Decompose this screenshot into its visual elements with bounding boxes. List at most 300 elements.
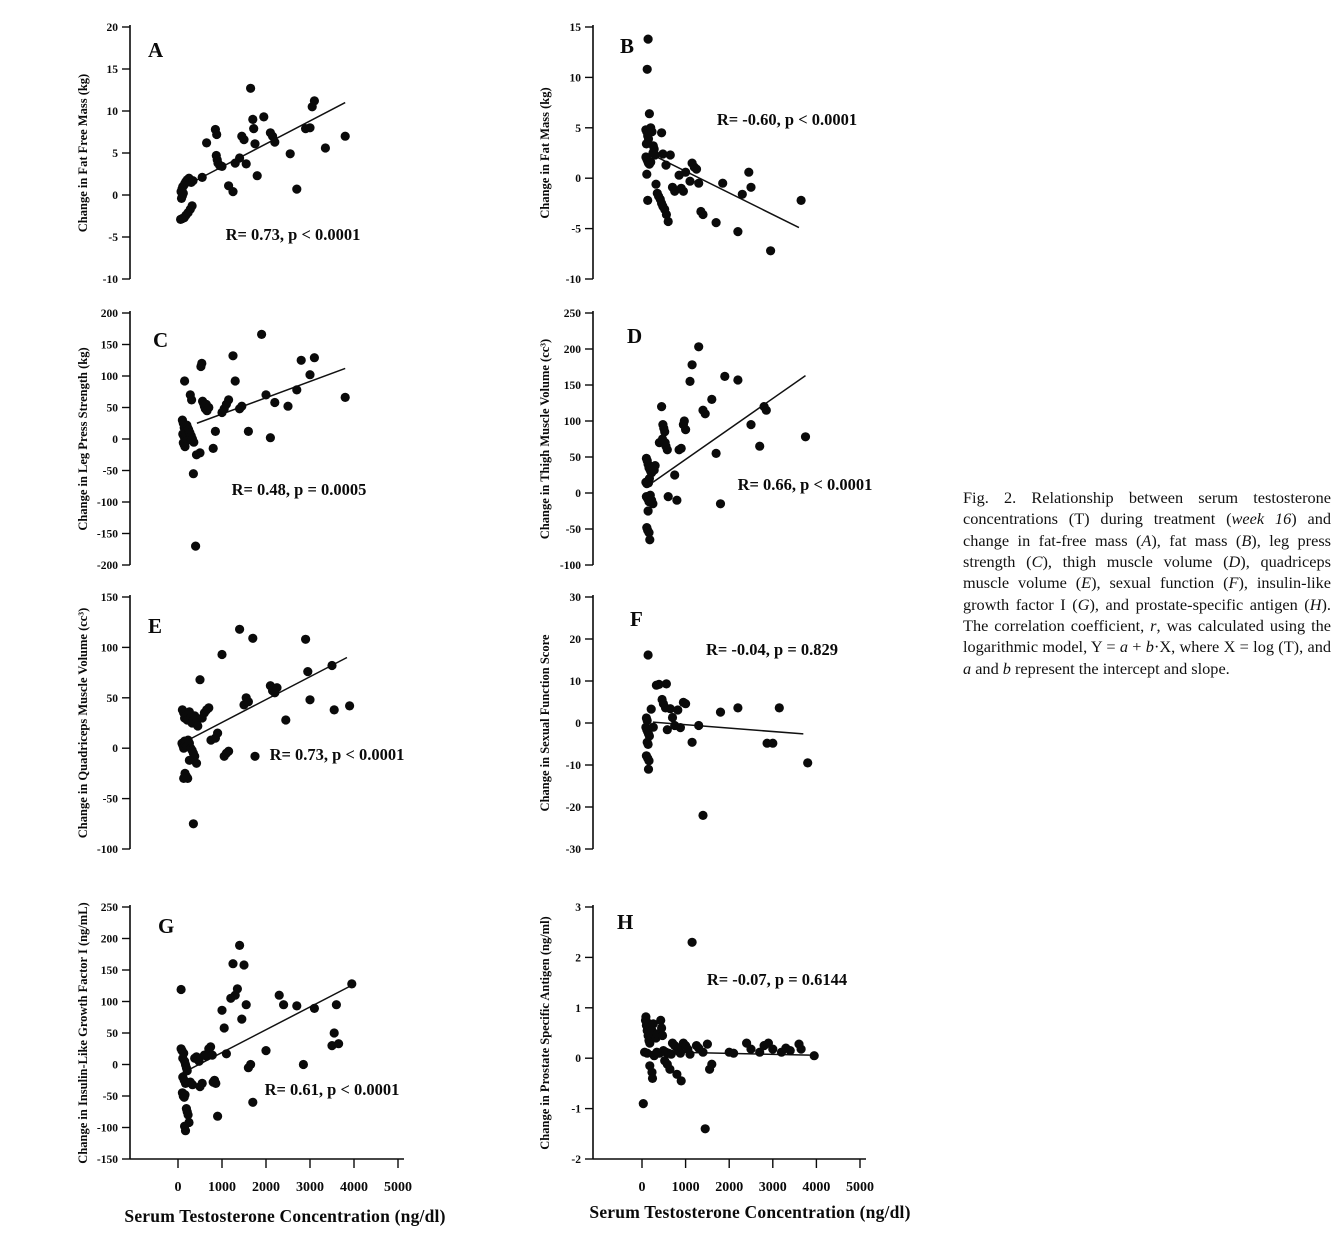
scatter-point bbox=[220, 1023, 229, 1032]
y-tick-label: 0 bbox=[575, 173, 581, 186]
scatter-point bbox=[642, 170, 651, 179]
scatter-point bbox=[235, 625, 244, 634]
correlation-annotation: R= 0.48, p = 0.0005 bbox=[231, 480, 367, 499]
scatter-point bbox=[237, 1015, 246, 1024]
y-tick-label: 15 bbox=[106, 64, 118, 76]
scatter-point bbox=[189, 438, 198, 447]
y-tick-label: -100 bbox=[96, 1122, 118, 1135]
scatter-plot-a bbox=[35, 13, 485, 293]
scatter-point bbox=[213, 729, 222, 738]
scatter-point bbox=[649, 723, 658, 732]
x-tick-label: 0 bbox=[174, 1180, 182, 1195]
scatter-point bbox=[224, 747, 233, 756]
y-tick-label: 20 bbox=[106, 22, 118, 34]
y-tick-label: -5 bbox=[571, 223, 581, 236]
scatter-panel-c bbox=[35, 299, 485, 579]
caption-italic-run: b bbox=[1002, 658, 1011, 678]
scatter-point bbox=[330, 1028, 339, 1037]
scatter-point bbox=[694, 721, 703, 730]
scatter-point bbox=[803, 758, 812, 767]
scatter-point bbox=[193, 721, 202, 730]
scatter-point bbox=[692, 165, 701, 174]
scatter-point bbox=[673, 705, 682, 714]
y-tick-label: 250 bbox=[100, 902, 118, 914]
y-tick-label: 0 bbox=[112, 190, 118, 202]
y-tick-label: 150 bbox=[100, 339, 118, 352]
scatter-point bbox=[246, 84, 255, 93]
x-tick-label: 4000 bbox=[340, 1180, 368, 1195]
y-tick-label: 3 bbox=[575, 902, 581, 914]
trend-line bbox=[653, 376, 806, 483]
y-tick-label: -150 bbox=[96, 1154, 118, 1166]
scatter-point bbox=[647, 127, 656, 136]
scatter-point bbox=[698, 811, 707, 820]
scatter-point bbox=[270, 138, 279, 147]
y-axis-label: Change in Insulin-Like Growth Factor I (ng/mL) bbox=[76, 902, 90, 1164]
caption-italic-run: G bbox=[1077, 594, 1090, 614]
scatter-point bbox=[292, 185, 301, 194]
correlation-annotation: R= -0.04, p = 0.829 bbox=[705, 640, 839, 659]
scatter-point bbox=[712, 449, 721, 458]
scatter-point bbox=[248, 1098, 257, 1107]
scatter-point bbox=[180, 376, 189, 385]
correlation-annotation: R= -0.60, p < 0.0001 bbox=[716, 110, 858, 129]
scatter-point bbox=[281, 715, 290, 724]
scatter-point bbox=[720, 372, 729, 381]
scatter-point bbox=[643, 65, 652, 74]
y-tick-label: 2 bbox=[575, 952, 581, 965]
scatter-point bbox=[228, 187, 237, 196]
caption-italic-run: F bbox=[1228, 573, 1239, 593]
caption-italic-run: C bbox=[1031, 552, 1043, 572]
scatter-point bbox=[202, 138, 211, 147]
y-tick-label: 1 bbox=[575, 1002, 581, 1015]
y-axis-label: Change in Fat Mass (kg) bbox=[538, 87, 552, 219]
scatter-point bbox=[644, 506, 653, 515]
y-tick-label: 150 bbox=[100, 592, 118, 604]
y-tick-label: 50 bbox=[106, 402, 118, 415]
scatter-point bbox=[250, 139, 259, 148]
scatter-point bbox=[651, 150, 660, 159]
scatter-point bbox=[198, 1079, 207, 1088]
y-tick-label: 50 bbox=[569, 452, 581, 464]
caption-italic-run: week 16 bbox=[1231, 509, 1292, 529]
scatter-point bbox=[644, 765, 653, 774]
scatter-point bbox=[222, 1049, 231, 1058]
y-tick-label: -150 bbox=[96, 528, 118, 541]
scatter-point bbox=[762, 406, 771, 415]
caption-italic-run: r bbox=[1150, 616, 1157, 636]
x-tick-label: 3000 bbox=[296, 1180, 324, 1195]
y-tick-label: 200 bbox=[100, 308, 118, 320]
caption-italic-run: a bbox=[1119, 637, 1128, 657]
y-tick-label: -50 bbox=[565, 524, 581, 536]
caption-text-run: ), thigh muscle volume ( bbox=[1042, 552, 1229, 572]
correlation-annotation: R= 0.73, p < 0.0001 bbox=[269, 745, 405, 764]
scatter-point bbox=[237, 402, 246, 411]
scatter-point bbox=[744, 168, 753, 177]
scatter-point bbox=[242, 159, 251, 168]
scatter-point bbox=[259, 112, 268, 121]
scatter-point bbox=[185, 756, 194, 765]
scatter-point bbox=[707, 395, 716, 404]
y-tick-label: 0 bbox=[575, 488, 581, 500]
scatter-point bbox=[261, 390, 270, 399]
y-tick-label: -50 bbox=[102, 793, 118, 806]
scatter-point bbox=[217, 650, 226, 659]
scatter-point bbox=[188, 176, 197, 185]
y-axis-label: Change in Thigh Muscle Volume (cc³) bbox=[538, 338, 552, 540]
scatter-point bbox=[330, 705, 339, 714]
y-tick-label: 150 bbox=[563, 380, 581, 392]
y-axis-label: Change in Prostate Specific Antigen (ng/ml) bbox=[538, 916, 552, 1150]
scatter-point bbox=[685, 377, 694, 386]
scatter-point bbox=[179, 1049, 188, 1058]
x-tick-label: 2000 bbox=[715, 1180, 744, 1195]
scatter-point bbox=[681, 699, 690, 708]
correlation-annotation: R= 0.66, p < 0.0001 bbox=[737, 475, 873, 494]
y-tick-label: -100 bbox=[559, 560, 581, 572]
scatter-point bbox=[217, 1006, 226, 1015]
y-tick-label: 5 bbox=[575, 122, 581, 135]
scatter-point bbox=[746, 1045, 755, 1054]
scatter-point bbox=[305, 370, 314, 379]
scatter-plot-d bbox=[535, 299, 985, 579]
scatter-point bbox=[810, 1051, 819, 1060]
scatter-point bbox=[228, 351, 237, 360]
y-axis-label: Change in Quadriceps Muscle Volume (cc³) bbox=[76, 607, 90, 839]
scatter-point bbox=[327, 661, 336, 670]
scatter-point bbox=[688, 738, 697, 747]
scatter-panel-g bbox=[35, 893, 485, 1225]
scatter-point bbox=[707, 1060, 716, 1069]
scatter-point bbox=[680, 416, 689, 425]
x-tick-label: 1000 bbox=[208, 1180, 236, 1195]
scatter-plot-e bbox=[35, 583, 485, 863]
x-tick-label: 3000 bbox=[758, 1180, 787, 1195]
scatter-point bbox=[187, 395, 196, 404]
scatter-point bbox=[645, 474, 654, 483]
y-tick-label: 100 bbox=[563, 416, 581, 428]
scatter-point bbox=[701, 409, 710, 418]
scatter-point bbox=[180, 1122, 189, 1131]
scatter-panel-e bbox=[35, 583, 485, 863]
scatter-point bbox=[310, 96, 319, 105]
caption-italic-run: a bbox=[963, 658, 972, 678]
y-tick-label: 20 bbox=[569, 634, 581, 646]
y-tick-label: 200 bbox=[100, 933, 118, 946]
scatter-point bbox=[657, 402, 666, 411]
correlation-annotation: R= 0.61, p < 0.0001 bbox=[264, 1080, 400, 1099]
y-tick-label: -50 bbox=[102, 465, 118, 478]
scatter-point bbox=[188, 201, 197, 210]
scatter-point bbox=[305, 123, 314, 132]
panel-letter: F bbox=[630, 607, 643, 631]
caption-italic-run: B bbox=[1241, 530, 1252, 550]
x-tick-label: 4000 bbox=[802, 1180, 831, 1195]
panel-letter: C bbox=[153, 328, 169, 352]
caption-italic-run: b bbox=[1145, 637, 1154, 657]
y-axis-label: Change in Sexual Function Score bbox=[538, 634, 552, 812]
scatter-point bbox=[310, 1004, 319, 1013]
scatter-point bbox=[261, 1046, 270, 1055]
scatter-point bbox=[279, 1000, 288, 1009]
scatter-point bbox=[334, 1039, 343, 1048]
scatter-point bbox=[208, 1051, 217, 1060]
scatter-point bbox=[305, 695, 314, 704]
scatter-point bbox=[677, 1076, 686, 1085]
caption-text-run: ). The correlation coefficient, bbox=[963, 594, 1331, 636]
scatter-point bbox=[211, 427, 220, 436]
trend-line bbox=[190, 657, 347, 739]
y-tick-label: 10 bbox=[106, 106, 118, 118]
scatter-point bbox=[310, 353, 319, 362]
scatter-point bbox=[180, 1090, 189, 1099]
scatter-point bbox=[239, 960, 248, 969]
scatter-point bbox=[712, 218, 721, 227]
scatter-point bbox=[248, 634, 257, 643]
caption-text-run: ·X, where X = log (T), and bbox=[1153, 637, 1331, 657]
scatter-point bbox=[644, 650, 653, 659]
caption-text-run: ), sexual function ( bbox=[1091, 573, 1229, 593]
scatter-point bbox=[729, 1049, 738, 1058]
scatter-point bbox=[701, 1124, 710, 1133]
scatter-point bbox=[292, 1001, 301, 1010]
y-tick-label: 100 bbox=[100, 371, 118, 383]
scatter-point bbox=[211, 1079, 220, 1088]
scatter-point bbox=[664, 492, 673, 501]
panel-letter: E bbox=[148, 614, 163, 638]
correlation-annotation: R= -0.07, p = 0.6144 bbox=[706, 970, 848, 989]
scatter-point bbox=[766, 246, 775, 255]
x-tick-label: 5000 bbox=[846, 1180, 874, 1195]
caption-text-run: ), fat mass ( bbox=[1151, 530, 1242, 550]
scatter-point bbox=[666, 150, 675, 159]
scatter-point bbox=[662, 679, 671, 688]
scatter-point bbox=[733, 703, 742, 712]
scatter-point bbox=[197, 359, 206, 368]
panel-letter: B bbox=[620, 34, 635, 58]
scatter-point bbox=[643, 196, 652, 205]
caption-text-run: Fig. 2. Relationship between serum testosterone concentrations (T) during treatment ( bbox=[963, 488, 1331, 529]
scatter-point bbox=[694, 179, 703, 188]
scatter-point bbox=[694, 342, 703, 351]
y-tick-label: -200 bbox=[96, 560, 118, 572]
scatter-point bbox=[703, 1040, 712, 1049]
scatter-point bbox=[292, 385, 301, 394]
scatter-point bbox=[775, 703, 784, 712]
scatter-panel-h bbox=[535, 893, 985, 1225]
scatter-point bbox=[272, 683, 281, 692]
caption-text-run: ), insulin-like growth factor I ( bbox=[963, 573, 1331, 614]
scatter-point bbox=[341, 393, 350, 402]
x-tick-label: 5000 bbox=[384, 1180, 412, 1195]
scatter-point bbox=[321, 143, 330, 152]
scatter-point bbox=[189, 469, 198, 478]
scatter-point bbox=[299, 1060, 308, 1069]
scatter-point bbox=[685, 177, 694, 186]
scatter-point bbox=[661, 161, 670, 170]
caption-text-run: ) and change in fat-free mass ( bbox=[963, 509, 1331, 550]
y-tick-label: 10 bbox=[569, 72, 581, 85]
y-tick-label: -20 bbox=[565, 802, 581, 814]
correlation-annotation: R= 0.73, p < 0.0001 bbox=[225, 225, 361, 244]
scatter-point bbox=[183, 774, 192, 783]
scatter-point bbox=[206, 1042, 215, 1051]
scatter-point bbox=[332, 1000, 341, 1009]
y-tick-label: 0 bbox=[575, 1053, 581, 1066]
y-tick-label: 250 bbox=[563, 308, 581, 320]
caption-text-run: ), leg press strength ( bbox=[963, 530, 1331, 572]
y-tick-label: 0 bbox=[112, 1059, 118, 1072]
panel-letter: D bbox=[627, 324, 643, 348]
scatter-point bbox=[235, 941, 244, 950]
scatter-point bbox=[212, 130, 221, 139]
scatter-point bbox=[209, 444, 218, 453]
y-tick-label: -1 bbox=[571, 1103, 581, 1116]
scatter-point bbox=[177, 985, 186, 994]
scatter-point bbox=[670, 470, 679, 479]
y-tick-label: 150 bbox=[100, 965, 118, 977]
y-tick-label: 10 bbox=[569, 676, 581, 688]
y-tick-label: 50 bbox=[106, 692, 118, 705]
scatter-point bbox=[244, 697, 253, 706]
scatter-point bbox=[668, 713, 677, 722]
x-tick-label: 1000 bbox=[671, 1180, 700, 1195]
scatter-point bbox=[651, 461, 660, 470]
scatter-point bbox=[248, 115, 257, 124]
y-tick-label: 0 bbox=[112, 743, 118, 756]
caption-text-run: + bbox=[1127, 637, 1146, 657]
caption-italic-run: A bbox=[1141, 530, 1152, 550]
scatter-point bbox=[679, 187, 688, 196]
scatter-point bbox=[301, 635, 310, 644]
x-axis-title-left: Serum Testosterone Concentration (ng/dl) bbox=[124, 1206, 446, 1226]
scatter-point bbox=[647, 705, 656, 714]
scatter-panel-b bbox=[535, 13, 985, 293]
scatter-point bbox=[270, 398, 279, 407]
scatter-point bbox=[746, 183, 755, 192]
scatter-point bbox=[648, 1074, 657, 1083]
scatter-point bbox=[644, 756, 653, 765]
y-axis-label: Change in Leg Press Strength (kg) bbox=[76, 347, 90, 531]
scatter-point bbox=[233, 984, 242, 993]
scatter-point bbox=[716, 708, 725, 717]
scatter-point bbox=[228, 959, 237, 968]
scatter-panel-f bbox=[535, 583, 985, 863]
scatter-point bbox=[297, 356, 306, 365]
scatter-panel-d bbox=[535, 299, 985, 579]
scatter-point bbox=[645, 535, 654, 544]
y-tick-label: -2 bbox=[571, 1154, 581, 1166]
caption-text-run: , was calculated using the logarithmic model, Y = bbox=[963, 616, 1331, 657]
scatter-point bbox=[275, 991, 284, 1000]
scatter-plot-h bbox=[535, 893, 985, 1225]
y-tick-label: -10 bbox=[102, 274, 118, 286]
scatter-point bbox=[658, 1031, 667, 1040]
scatter-point bbox=[651, 180, 660, 189]
scatter-point bbox=[768, 739, 777, 748]
scatter-point bbox=[672, 496, 681, 505]
y-tick-label: -50 bbox=[102, 1091, 118, 1103]
y-axis-label: Change in Fat Free Mass (kg) bbox=[76, 73, 90, 233]
caption-text-run: and bbox=[971, 658, 1003, 678]
scatter-plot-c bbox=[35, 299, 485, 579]
y-tick-label: -100 bbox=[96, 497, 118, 509]
x-axis-title-right: Serum Testosterone Concentration (ng/dl) bbox=[589, 1202, 911, 1222]
y-tick-label: 200 bbox=[563, 344, 581, 356]
scatter-point bbox=[195, 448, 204, 457]
scatter-point bbox=[645, 109, 654, 118]
y-tick-label: -10 bbox=[565, 274, 581, 286]
y-tick-label: 100 bbox=[100, 642, 118, 655]
panel-letter: A bbox=[148, 38, 164, 62]
scatter-point bbox=[746, 420, 755, 429]
scatter-point bbox=[768, 1045, 777, 1054]
scatter-plot-g bbox=[35, 893, 485, 1225]
scatter-point bbox=[231, 376, 240, 385]
y-tick-label: 100 bbox=[100, 996, 118, 1009]
y-tick-label: 30 bbox=[569, 592, 581, 604]
scatter-point bbox=[733, 227, 742, 236]
scatter-point bbox=[213, 1112, 222, 1121]
scatter-point bbox=[664, 217, 673, 226]
scatter-point bbox=[677, 444, 686, 453]
scatter-point bbox=[217, 162, 226, 171]
y-tick-label: -10 bbox=[565, 760, 581, 772]
scatter-point bbox=[283, 402, 292, 411]
caption-italic-run: H bbox=[1309, 594, 1322, 614]
caption-text-run: ), quadriceps muscle volume ( bbox=[963, 552, 1331, 593]
y-tick-label: -5 bbox=[108, 232, 118, 244]
scatter-point bbox=[244, 427, 253, 436]
x-tick-label: 0 bbox=[638, 1180, 646, 1195]
scatter-point bbox=[797, 196, 806, 205]
scatter-point bbox=[242, 1000, 251, 1009]
scatter-point bbox=[733, 375, 742, 384]
scatter-point bbox=[644, 35, 653, 44]
scatter-point bbox=[224, 395, 233, 404]
y-tick-label: -100 bbox=[96, 844, 118, 856]
scatter-point bbox=[239, 135, 248, 144]
scatter-point bbox=[639, 1099, 648, 1108]
scatter-panel-a bbox=[35, 13, 485, 293]
scatter-point bbox=[698, 210, 707, 219]
scatter-point bbox=[266, 433, 275, 442]
scatter-point bbox=[698, 1048, 707, 1057]
scatter-point bbox=[204, 703, 213, 712]
scatter-plot-f bbox=[535, 583, 985, 863]
caption-italic-run: E bbox=[1081, 573, 1092, 593]
scatter-point bbox=[716, 499, 725, 508]
panel-letter: H bbox=[617, 910, 634, 934]
y-tick-label: -30 bbox=[565, 844, 581, 856]
panel-letter: G bbox=[158, 914, 175, 938]
scatter-point bbox=[681, 425, 690, 434]
scatter-point bbox=[676, 723, 685, 732]
scatter-point bbox=[189, 819, 198, 828]
scatter-point bbox=[303, 667, 312, 676]
y-tick-label: 15 bbox=[569, 22, 581, 34]
scatter-point bbox=[644, 740, 653, 749]
y-tick-label: 0 bbox=[575, 718, 581, 730]
scatter-point bbox=[191, 542, 200, 551]
scatter-point bbox=[180, 442, 189, 451]
scatter-point bbox=[345, 701, 354, 710]
scatter-point bbox=[347, 979, 356, 988]
scatter-point bbox=[657, 128, 666, 137]
scatter-point bbox=[718, 179, 727, 188]
